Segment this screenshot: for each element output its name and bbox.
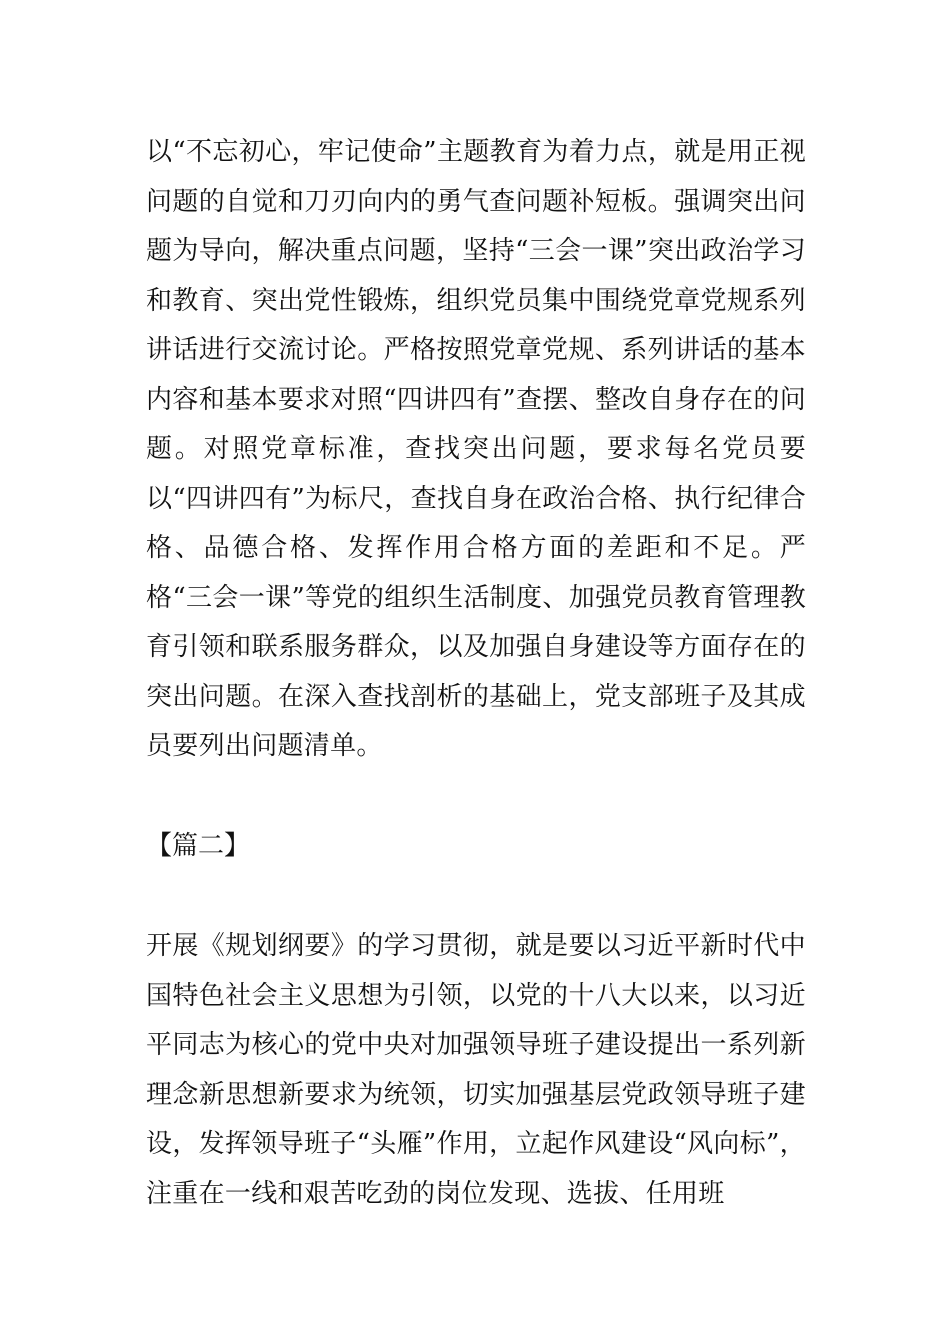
body-paragraph: 开展《规划纲要》的学习贯彻，就是要以习近平新时代中国特色社会主义思想为引领，以党的十八大以来，以习近平同志为核心的党中央对加强领导班子建设提出一系列新理念新思想新要求为统领，切实加强基层党政领导班子建设，发挥领导班子“头雁”作用，立起作风建设“风向标”，注重在一线和艰苦吃劲的岗位发现、选拔、任用班 bbox=[146, 931, 806, 1209]
section-heading: 【篇二】 bbox=[146, 831, 251, 861]
body-paragraph: 以“不忘初心，牢记使命”主题教育为着力点，就是用正视问题的自觉和刀刃向内的勇气查问题补短板。强调突出问题为导向，解决重点问题，坚持“三会一课”突出政治学习和教育、突出党性锻炼，组织党员集中围绕党章党规系列讲话进行交流讨论。严格按照党章党规、系列讲话的基本内容和基本要求对照“四讲四有”查摆、整改自身存在的问题。对照党章标准，查找突出问题，要求每名党员要以“四讲四有”为标尺，查找自身在政治合格、执行纪律合格、品德合格、发挥作用合格方面的差距和不足。严格“三会一课”等党的组织生活制度、加强党员教育管理教育引领和联系服务群众，以及加强自身建设等方面存在的突出问题。在深入查找剖析的基础上，党支部班子及其成员要列出问题清单。 bbox=[146, 137, 806, 761]
